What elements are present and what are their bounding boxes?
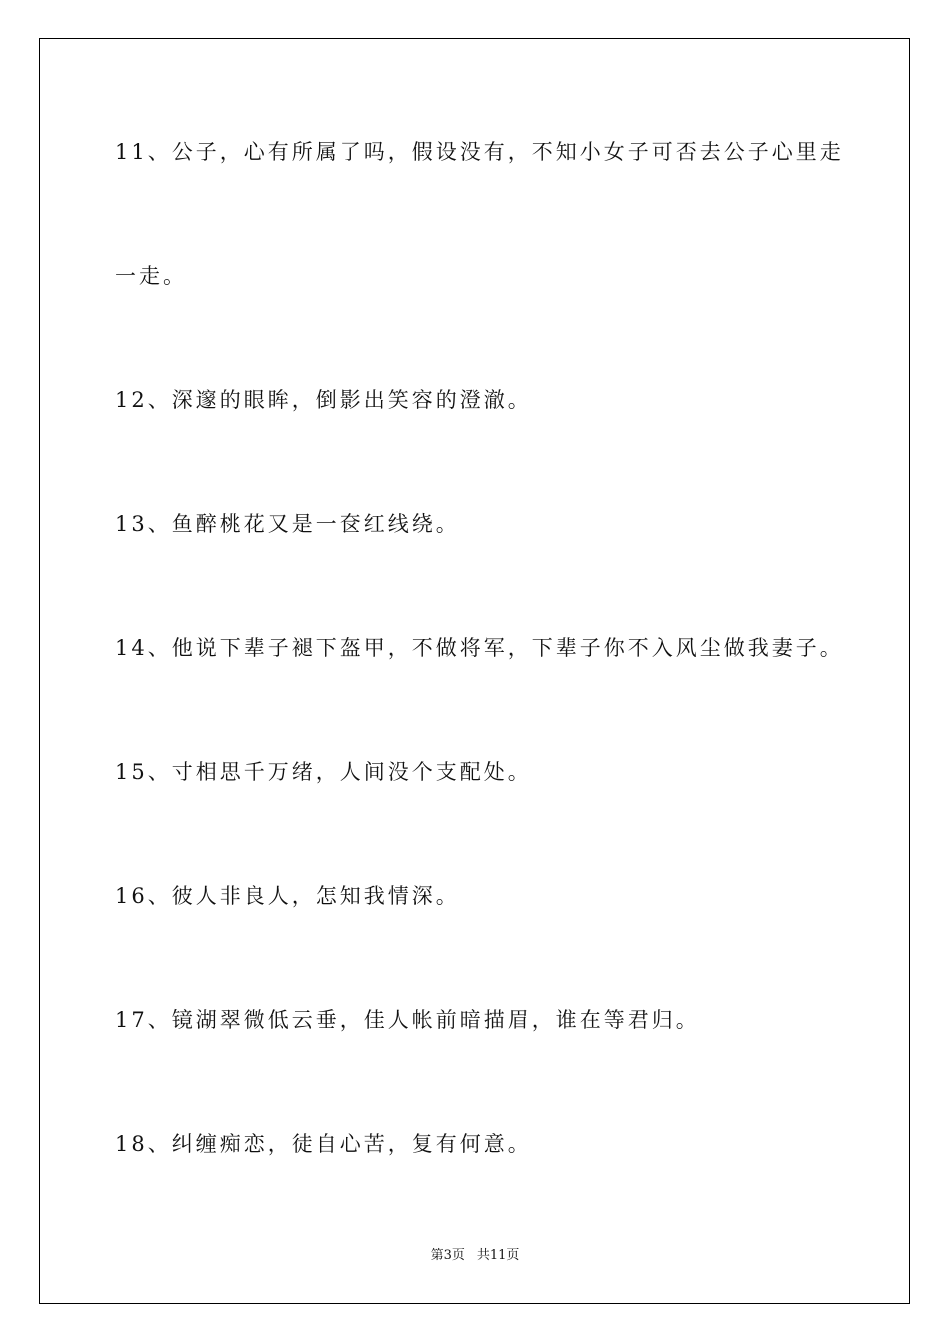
text-line-18: 18、纠缠痴恋，徒自心苦，复有何意。 xyxy=(115,1132,532,1156)
page-footer xyxy=(0,1247,950,1265)
page-number: 第3页 xyxy=(430,1248,465,1263)
page-border xyxy=(39,38,910,1304)
text-line-17: 17、镜湖翠微低云垂，佳人帐前暗描眉，谁在等君归。 xyxy=(115,1008,700,1032)
text-line-15: 15、寸相思千万绪，人间没个支配处。 xyxy=(115,760,532,784)
text-line-13: 13、鱼醉桃花又是一奁红线绕。 xyxy=(115,512,460,536)
text-line-14: 14、他说下辈子褪下盔甲，不做将军，下辈子你不入风尘做我妻子。 xyxy=(115,636,844,660)
text-line-12: 12、深邃的眼眸，倒影出笑容的澄澈。 xyxy=(115,388,532,412)
text-line-16: 16、彼人非良人，怎知我情深。 xyxy=(115,884,460,908)
text-line-11b: 一走。 xyxy=(115,264,187,288)
page-total: 共11页 xyxy=(476,1248,520,1263)
text-line-11a: 11、公子，心有所属了吗，假设没有，不知小女子可否去公子心里走 xyxy=(115,140,844,164)
